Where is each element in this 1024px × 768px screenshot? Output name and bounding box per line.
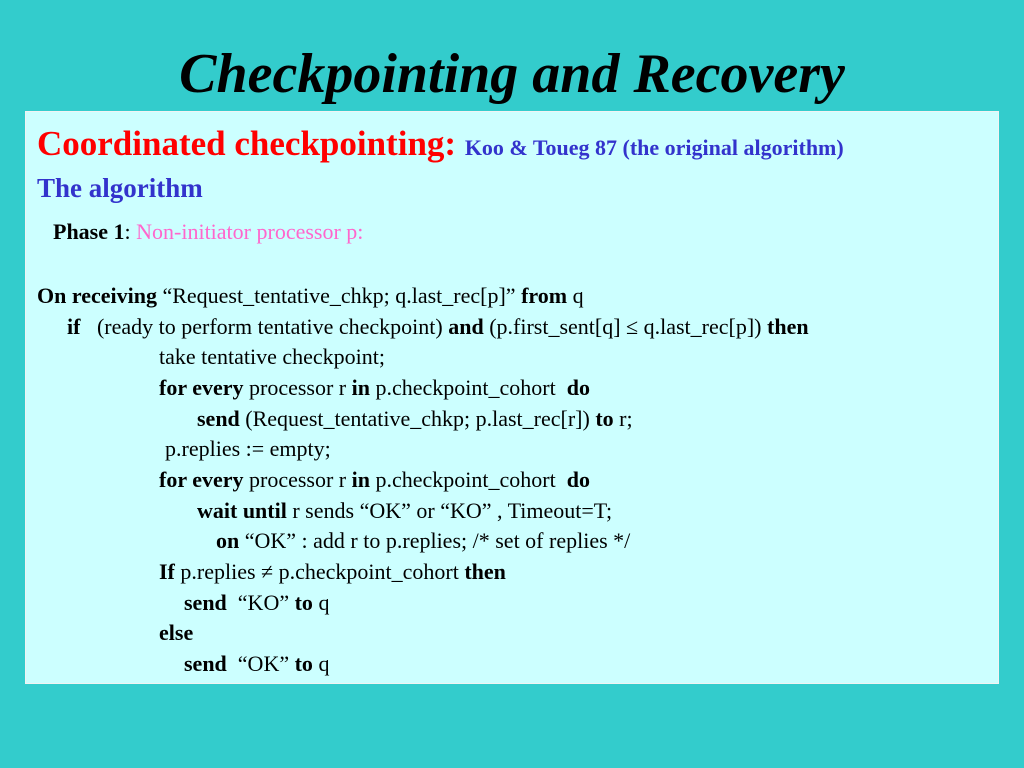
code-line-1-text1: “Request_tentative_chkp; q.last_rec[p]” bbox=[156, 283, 522, 308]
code-line-4-kw2: in bbox=[351, 375, 370, 400]
code-line-12-kw1: else bbox=[159, 620, 194, 645]
code-line-10-kw1: If bbox=[159, 559, 175, 584]
code-line-7-kw1: for every bbox=[159, 467, 244, 492]
code-line-4-text1: processor r bbox=[243, 375, 352, 400]
content-box bbox=[25, 111, 999, 684]
code-line-11-text2: q bbox=[312, 590, 330, 615]
code-line-7-kw3: do bbox=[566, 467, 590, 492]
code-line-4-kw3: do bbox=[566, 375, 590, 400]
subheading: The algorithm bbox=[37, 173, 203, 203]
code-line-1-kw1: On receiving bbox=[37, 283, 157, 308]
code-line-2-text2: (p.first_sent[q] ≤ q.last_rec[p]) bbox=[483, 314, 768, 339]
phase-label: Phase 1 bbox=[53, 219, 125, 244]
code-line-1 bbox=[37, 281, 584, 311]
code-line-2-kw1: if bbox=[67, 314, 81, 339]
code-line-5-kw2: to bbox=[595, 406, 614, 431]
code-line-5 bbox=[197, 404, 633, 434]
code-line-9 bbox=[216, 526, 630, 556]
code-line-2-kw2: and bbox=[448, 314, 484, 339]
code-line-1-kw2: from bbox=[521, 283, 568, 308]
code-line-5-text1: (Request_tentative_chkp; p.last_rec[r]) bbox=[239, 406, 596, 431]
code-line-7-kw2: in bbox=[351, 467, 370, 492]
code-line-13-kw1: send bbox=[184, 651, 227, 676]
code-line-8-text1: r sends “OK” or “KO” , Timeout=T; bbox=[286, 498, 613, 523]
code-line-3-text1: take tentative checkpoint; bbox=[159, 344, 386, 369]
code-line-5-kw1: send bbox=[197, 406, 240, 431]
heading bbox=[37, 124, 844, 168]
code-line-1-text2: q bbox=[567, 283, 584, 308]
heading-main: Coordinated checkpointing: bbox=[37, 124, 457, 163]
code-line-4-kw1: for every bbox=[159, 375, 244, 400]
code-line-6 bbox=[165, 434, 331, 464]
code-line-12 bbox=[159, 618, 193, 648]
code-line-13 bbox=[184, 649, 329, 679]
code-line-6-text1: p.replies := empty; bbox=[165, 436, 331, 461]
heading-reference: Koo & Toueg 87 (the original algorithm) bbox=[464, 135, 844, 160]
code-line-11-kw1: send bbox=[184, 590, 227, 615]
code-line-10-kw2: then bbox=[464, 559, 506, 584]
code-line-13-kw2: to bbox=[294, 651, 313, 676]
code-line-5-text2: r; bbox=[613, 406, 633, 431]
phase-colon: : bbox=[124, 219, 131, 244]
code-line-4 bbox=[159, 373, 590, 403]
code-line-9-text1: “OK” : add r to p.replies; /* set of replies */ bbox=[239, 528, 631, 553]
code-line-11-kw2: to bbox=[294, 590, 313, 615]
code-line-7 bbox=[159, 465, 590, 495]
code-line-13-text2: q bbox=[312, 651, 330, 676]
code-line-7-text2: p.checkpoint_cohort bbox=[370, 467, 567, 492]
code-line-4-text2: p.checkpoint_cohort bbox=[370, 375, 567, 400]
code-line-9-kw1: on bbox=[216, 528, 240, 553]
code-line-2-kw3: then bbox=[767, 314, 809, 339]
code-line-3 bbox=[159, 342, 385, 372]
phase-description: Non-initiator processor p: bbox=[136, 219, 364, 244]
code-line-11-text1: “KO” bbox=[226, 590, 295, 615]
code-line-2-text1: (ready to perform tentative checkpoint) bbox=[80, 314, 449, 339]
code-line-11 bbox=[184, 588, 329, 618]
code-line-2 bbox=[67, 312, 809, 342]
code-line-7-text1: processor r bbox=[243, 467, 352, 492]
slide-title: Checkpointing and Recovery bbox=[179, 43, 845, 105]
code-line-10 bbox=[159, 557, 506, 587]
code-line-8-kw1: wait until bbox=[197, 498, 287, 523]
code-line-10-text1: p.replies ≠ p.checkpoint_cohort bbox=[174, 559, 465, 584]
phase-line bbox=[53, 217, 363, 247]
code-line-13-text1: “OK” bbox=[226, 651, 295, 676]
code-line-8 bbox=[197, 496, 612, 526]
